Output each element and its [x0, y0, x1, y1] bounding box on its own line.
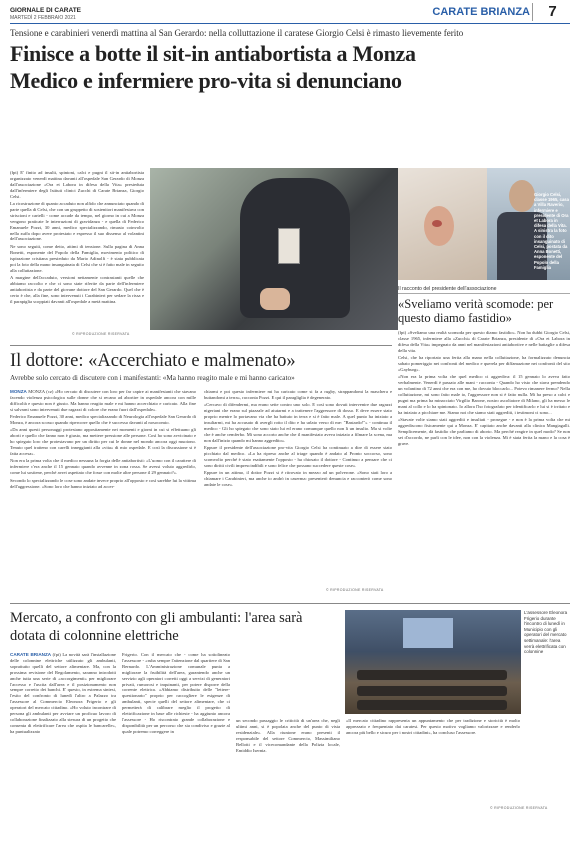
mercato-dateline: CARATE BRIANZA: [10, 652, 52, 657]
main-kicker: Tensione e carabinieri venerdì mattina al San Gerardo: nella colluttazione il caratese Giorgio Celsi è rimasto lievemente ferito: [10, 28, 464, 38]
mercato-headline: Mercato, a confronto con gli ambulanti: l'area sarà dotata di colonnine elettriche: [10, 610, 303, 644]
dottore-rule: [10, 345, 392, 346]
issue-date: MARTEDÌ 2 FEBBRAIO 2021: [10, 15, 76, 21]
headline-line-1: Finisce a botte il sit-in antiabortista a Monza: [10, 41, 416, 66]
section-title: CARATE BRIANZA: [432, 6, 530, 18]
main-body-column: [10, 170, 144, 306]
dottore-paragraph: chiarmi e poi questo infermiere mi ha caricato come si fa a rugby, strappandomi la maschera e buttandomi a terra», racconta Pozzi. E qui il paragliglia è degenerato.: [204, 389, 392, 400]
dottore-subhead: Avrebbe solo cercato di discutere con i manifestanti: «Ma hanno reagito male e mi hanno caricato»: [10, 374, 295, 382]
main-paragraph: (fpt) E' finito ad insulti, spintoni, calci e pugni il sit-in antiabortista organizzato venerdì mattina davanti all'ospedale San Gerardo di Monza dall'associazione «Ora et Labora in difesa della Vita» presieduta dall'infermiere degli Istituti clinici Zucchi di Carate Brianza, Giorgio Celsi.: [10, 170, 144, 199]
mercato-credit: © RIPRODUZIONE RISERVATA: [490, 806, 548, 810]
portrait-caption: Giorgio Celsi, classe 1965, casa a Villa Raverio, infermiere e presidente di Ora et Labora in difesa della Vita. A sinistra la foto con il dito insanguinato di Celsi, postata da Anna Bonetti, esponente del Popolo della Famiglia: [534, 192, 569, 270]
quote-rule: [398, 293, 570, 294]
dottore-column-2: [204, 389, 392, 490]
mercato-column-2: [122, 652, 230, 736]
id-badge-shape: [278, 228, 300, 264]
main-paragraph: La ricostruzione di quanto accaduto non alfido che annunciato quando di parte quella di Celsi, che con un gruppetto di sostenitori manifestava con striscioni e cartelli - come accade da tempo, nel giorno in cui a Monza vengono praticate le interruzioni di gravidanza - e quella di Federico Emanuele Pozzi, 30 anni, medico specializzando, rimasto coinvolto nella zuffa dopo avere protestato e espresso il suo dissenso al volantini dell'associazione.: [10, 201, 144, 242]
dottore-headline: Il dottore: «Accerchiato e malmenato»: [10, 351, 296, 371]
hand-shape: [260, 288, 290, 310]
headline-line-2: Medico e infermiere pro-vita si denunciano: [10, 68, 402, 93]
mercato-paragraph: [10, 652, 116, 735]
mercato-column-4: [346, 718, 520, 737]
main-headline: [10, 40, 570, 94]
dottore-text: MONZA (cz) «Ho cercato di discutere con loro per far capire ai manifestanti che stavano facendo violenza psicologica sulle donne che si recano ad abortire in ospedale ancora con mille difficoltà e questo non è giusto. Ma hanno reagito male e mi hanno accerchiato e caricato. Alla fine si salvarni sono intervenuti due ragazzi di colore che erano fuori dall'ospedale».: [10, 389, 196, 412]
dottore-paragraph: Secondo lo specializzando le cose sono andate invece proprio all'opposto e così sarebbe lui la vittima dell'aggressione. «Sono loro che hanno iniziato ad accer-: [10, 477, 196, 489]
header-rule: [10, 23, 570, 24]
dottore-paragraph: [10, 389, 196, 413]
quote-body: [398, 330, 570, 448]
projection-screen: [403, 618, 453, 648]
mercato-caption: L'assessore Eleonora Frigerio durante l'incontro di lunedì in Municipio con gli operatori del mercato settimanale: l'area verrà elettrificata con colonnine: [524, 610, 568, 655]
main-credit: © RIPRODUZIONE RISERVATA: [72, 332, 130, 336]
dottore-paragraph: Non era la prima volta che il medico nessuna la forgia delle antiabortisti: «L'uomo con il carattere di infermiere c'era anche il 15 gennaio quando avvenne in zona rossa. Se avessi voluto aggredirlo, come lui sostiene, perché avrei aspettato che fosse con molte altre persone il 29 gennaio?».: [10, 458, 196, 476]
quote-kicker: Il racconto del presidente dell'associazione: [398, 286, 497, 292]
quote-paragraph: «Stavate volte siamo stati aggrediti e insultati - prosegue - e non è la prima volta che mi aggrediscono fisicamente qui a Monza. E' capitato anche davanti alla clinica Mangiagalli. Semplicemente, dà fastidio che parliamo di aborto. Ma perché reagire in quel modo? Se non sei d'accordo, ne parli con le idee, non con la violenza. Mi è stata ferita la mano e la cosa è grave.: [398, 417, 570, 446]
audience-row: [357, 670, 507, 680]
audience-row: [357, 686, 507, 696]
dottore-paragraph: «Cercavo di difendermi, ma erano sette contro uno solo. E così sono dovuti intervenire due ragazzi nigeriani che erano sul piazzale ad aiutarmi e a trattenere l'aggressore di dosso. E deve essere stato proprio mentre lo portavano via che ha battuto in terra e si è fatto male. A quel punto ha iniziato a insultarmi, mi ha accusato di avergli rotto il dito e ha urlato verso di me: "Bastardo!"» - continua il medico - Gli ho spiegato che sono stato lui ed erano comunque quello non li un insulto. Ma si volte che è anche cemferbo. Mi sono accorto anche che il manifestato aveva iniziato a filmare la scena, ma non dall'inizio quando mi hanno aggredito».: [204, 402, 392, 443]
mercato-column-1: [10, 652, 116, 736]
mercato-text: (fpt) La novità sarà l'installazione delle colonnine elettriche utilizzato gli ambulanti, soprattutto quelli del settore alimentare. Ma, con la prossima revisione del Regolamento, saranno introdotti anche tutta una serie di «accorgimenti» per migliorare l'accesso e l'uscita dall'area e il posizionamento non sempre corretto dei banchi. E' questo, in estrema sintesi, l'esito del confronto di lunedì l'altro a Palazzo tra l'assessore al Commercio Eleonora Frigerio e gli operatori del mercato cittadino. «Ho voluto incontrare di persona gli ambulanti per avviare un proficuo lavoro di collaborazione finalizzato alla stesura di un progetto che consenta di elettrificare l'area che ospita le bancarelle», ha puntualizzato: [10, 652, 116, 734]
dottore-paragraph: Eppure il presidente dell'associazione pro-vita Giorgio Celsi ha continuato a dire di essere stato picchiato dal medico. «La ha ripreso anche al triage quando è andato al Pronto soccorso, sono scomvolto perché è stato esattamente l'opposto - ha chiosato il dottore - Continuo a pensare che ci sono diritti civili imprescindibili e sono felice che possano succedere queste cose».: [204, 445, 392, 468]
dottore-credit: © RIPRODUZIONE RISERVATA: [326, 588, 384, 592]
quote-paragraph: Celsi, che ha riportato una ferita alla mano nella colluttazione, ha formalizzato denuncia sabato pomeriggio nei confronti del medico e querela per diffamazione nei confronti del sito «Gayburg».: [398, 355, 570, 372]
council-meeting-photo: [345, 610, 521, 714]
quote-headline: «Sveliamo verità scomode: per questo diamo fastidio»: [398, 297, 554, 325]
sit-in-photo: [150, 168, 398, 330]
main-paragraph: Ne sono seguiti, come detto, attimi di tensione. Sulla pagina di Anna Bonetti, esponente del Popolo della Famiglia, movimento politico di ispirazione cristiana presieduto da Mario Adinolfi - è stata pubblicata poi la foto della mano insanguinata di Celsi che si è fatto male in seguito alla colluttazione.: [10, 243, 144, 273]
dottore-paragraph: «Da anni questi personaggi protestano appositamente nei momenti e giorni in cui si effettuano gli aborti e quello che fanno non è giusto, ma mettere pressione alle persone. Così ho sono avvicinato e ho spiegato loro che protestavano per un diritto per cui le donne nel mondo ancora oggi muoiono. Tenuto quel tratteno con carelli inneggianti alla «vita» di mio ospedale. E così la discussione si è fatta accesa».: [10, 427, 196, 457]
dottore-column-1: [10, 389, 196, 491]
quote-paragraph: «Non era la prima volta che quel medico ci aggrediva: il 15 gennaio lo aveva fatto verbalmente. Venerdì è passato alle mani - racconta - Quando ho visto che stava prendendo un volantino di 72 anni che era con me, ho dovuto bloccarlo... Potevo rimanere fermo? Nella colluttazione, mi sono fatto male io, l'aggressore non si è fatto nulla. Mi ha preso a calci e pugni ma prima ha minacciato Virgilio Barone, nostro ascoltatore di Milano, gli ha messo le mani al collo e lo ha spintonato. Io allora l'ho fotografato per identificarlo e lui si è irritato e ha iniziato a picchiare me. Siamo noi che siamo stati aggrediti, i testimoni ci sono...: [398, 374, 570, 415]
mercato-column-3: [236, 718, 340, 755]
mercato-rule: [10, 603, 570, 604]
audience-row: [357, 700, 507, 710]
mercato-paragraph: Frigerio. Con il mercato che - come ha sottolineato l'assessore - «ruba sempre l'attenzione dal quartiere di San Bernardo. L'Amministrazione comunale punta a migliorare la fruibilità dell'area, garantendo anche un servizio agli operatori corretti oggi a servizi di generatori privati, rumorosi e inquinanti, per potere disporre della corrente elettrica. «Abbiamo distribuito delle "lettere-questionario" proprio per raccogliere le esigenze di ambulanti, specie quelli del settore alimentare, che ci permetterà di calibrare meglio il progetto di elettrificazione in base alle richieste - ha aggiunto ancora l'assessore - Ho riscontrato grande collaborazione e disponibilità per un percorso che sia condiviso e grazie al quale potremo correggere in: [122, 652, 230, 734]
newspaper-name: GIORNALE DI CARATE: [10, 7, 82, 14]
quote-paragraph: (fpt) «Sveliamo una realtà scomoda per questo diamo fastidio». Non ha dubbi Giorgio Celsi, classe 1965, infermiere alla «Zucchi» di Carate Brianza, presidente di «Ora et Labora in difesa della Vita» impegnato da anni nel manifestazioni antiabortive e nelle battaglie a difesa della vita.: [398, 330, 570, 353]
dottore-paragraph: Federico Emanuele Pozzi, 30 anni, medico specializzando di Neurologia all'ospedale San Gerardo di Monza, è ancora scosso quando ripercorre quello che è successo davanti al nosocomio.: [10, 414, 196, 426]
mercato-paragraph: «Il mercato cittadino rappresenta un appuntamento che per tradizione e storicità è molto apprezzato e frequentato dai caratesi. Per questo motivo vogliamo valorizzare e renderlo ancora più bello e sicuro per i nostri cittadini», ha concluso l'assessore.: [346, 718, 520, 735]
dottore-dateline: MONZA: [10, 389, 27, 394]
page-number: 7: [532, 3, 572, 21]
blood-spot: [432, 220, 442, 227]
portrait-head: [509, 180, 535, 212]
main-paragraph: A margine dell'accaduto, versioni nettamente contrastanti quelle che abbiamo raccolto e che ci sono state riferite da parte dell'infermiere antiabortista e da parte del giovane dottore del San Gerardo. Quel che è certo è che, alla fine, sono intervenuti i Carabinieri per sedare la rissa e il parapiglia scoppiati davanti all'ospedale a metà mattina.: [10, 274, 144, 304]
mercato-paragraph: un secondo passaggio le criticità di un'area che, negli ultimi anni, si è popolata anche del punto di vista residenziale». Alla riunione erano presenti il responsabile del settore Commercio, Massimiliano Bellotti e il vicecomandante della Polizia locale, Emiddio Isernia.: [236, 718, 340, 753]
injured-hand-photo: [398, 168, 487, 280]
dottore-paragraph: Eppure in un attimo, il dottor Pozzi si è ritrovato in mezzo ad un polverone. «Sono stati loro a chiamare i Carabinieri, ma anche io andrò in caserma: presenterò denuncia e racconterò come sono andate le cose».: [204, 470, 392, 488]
